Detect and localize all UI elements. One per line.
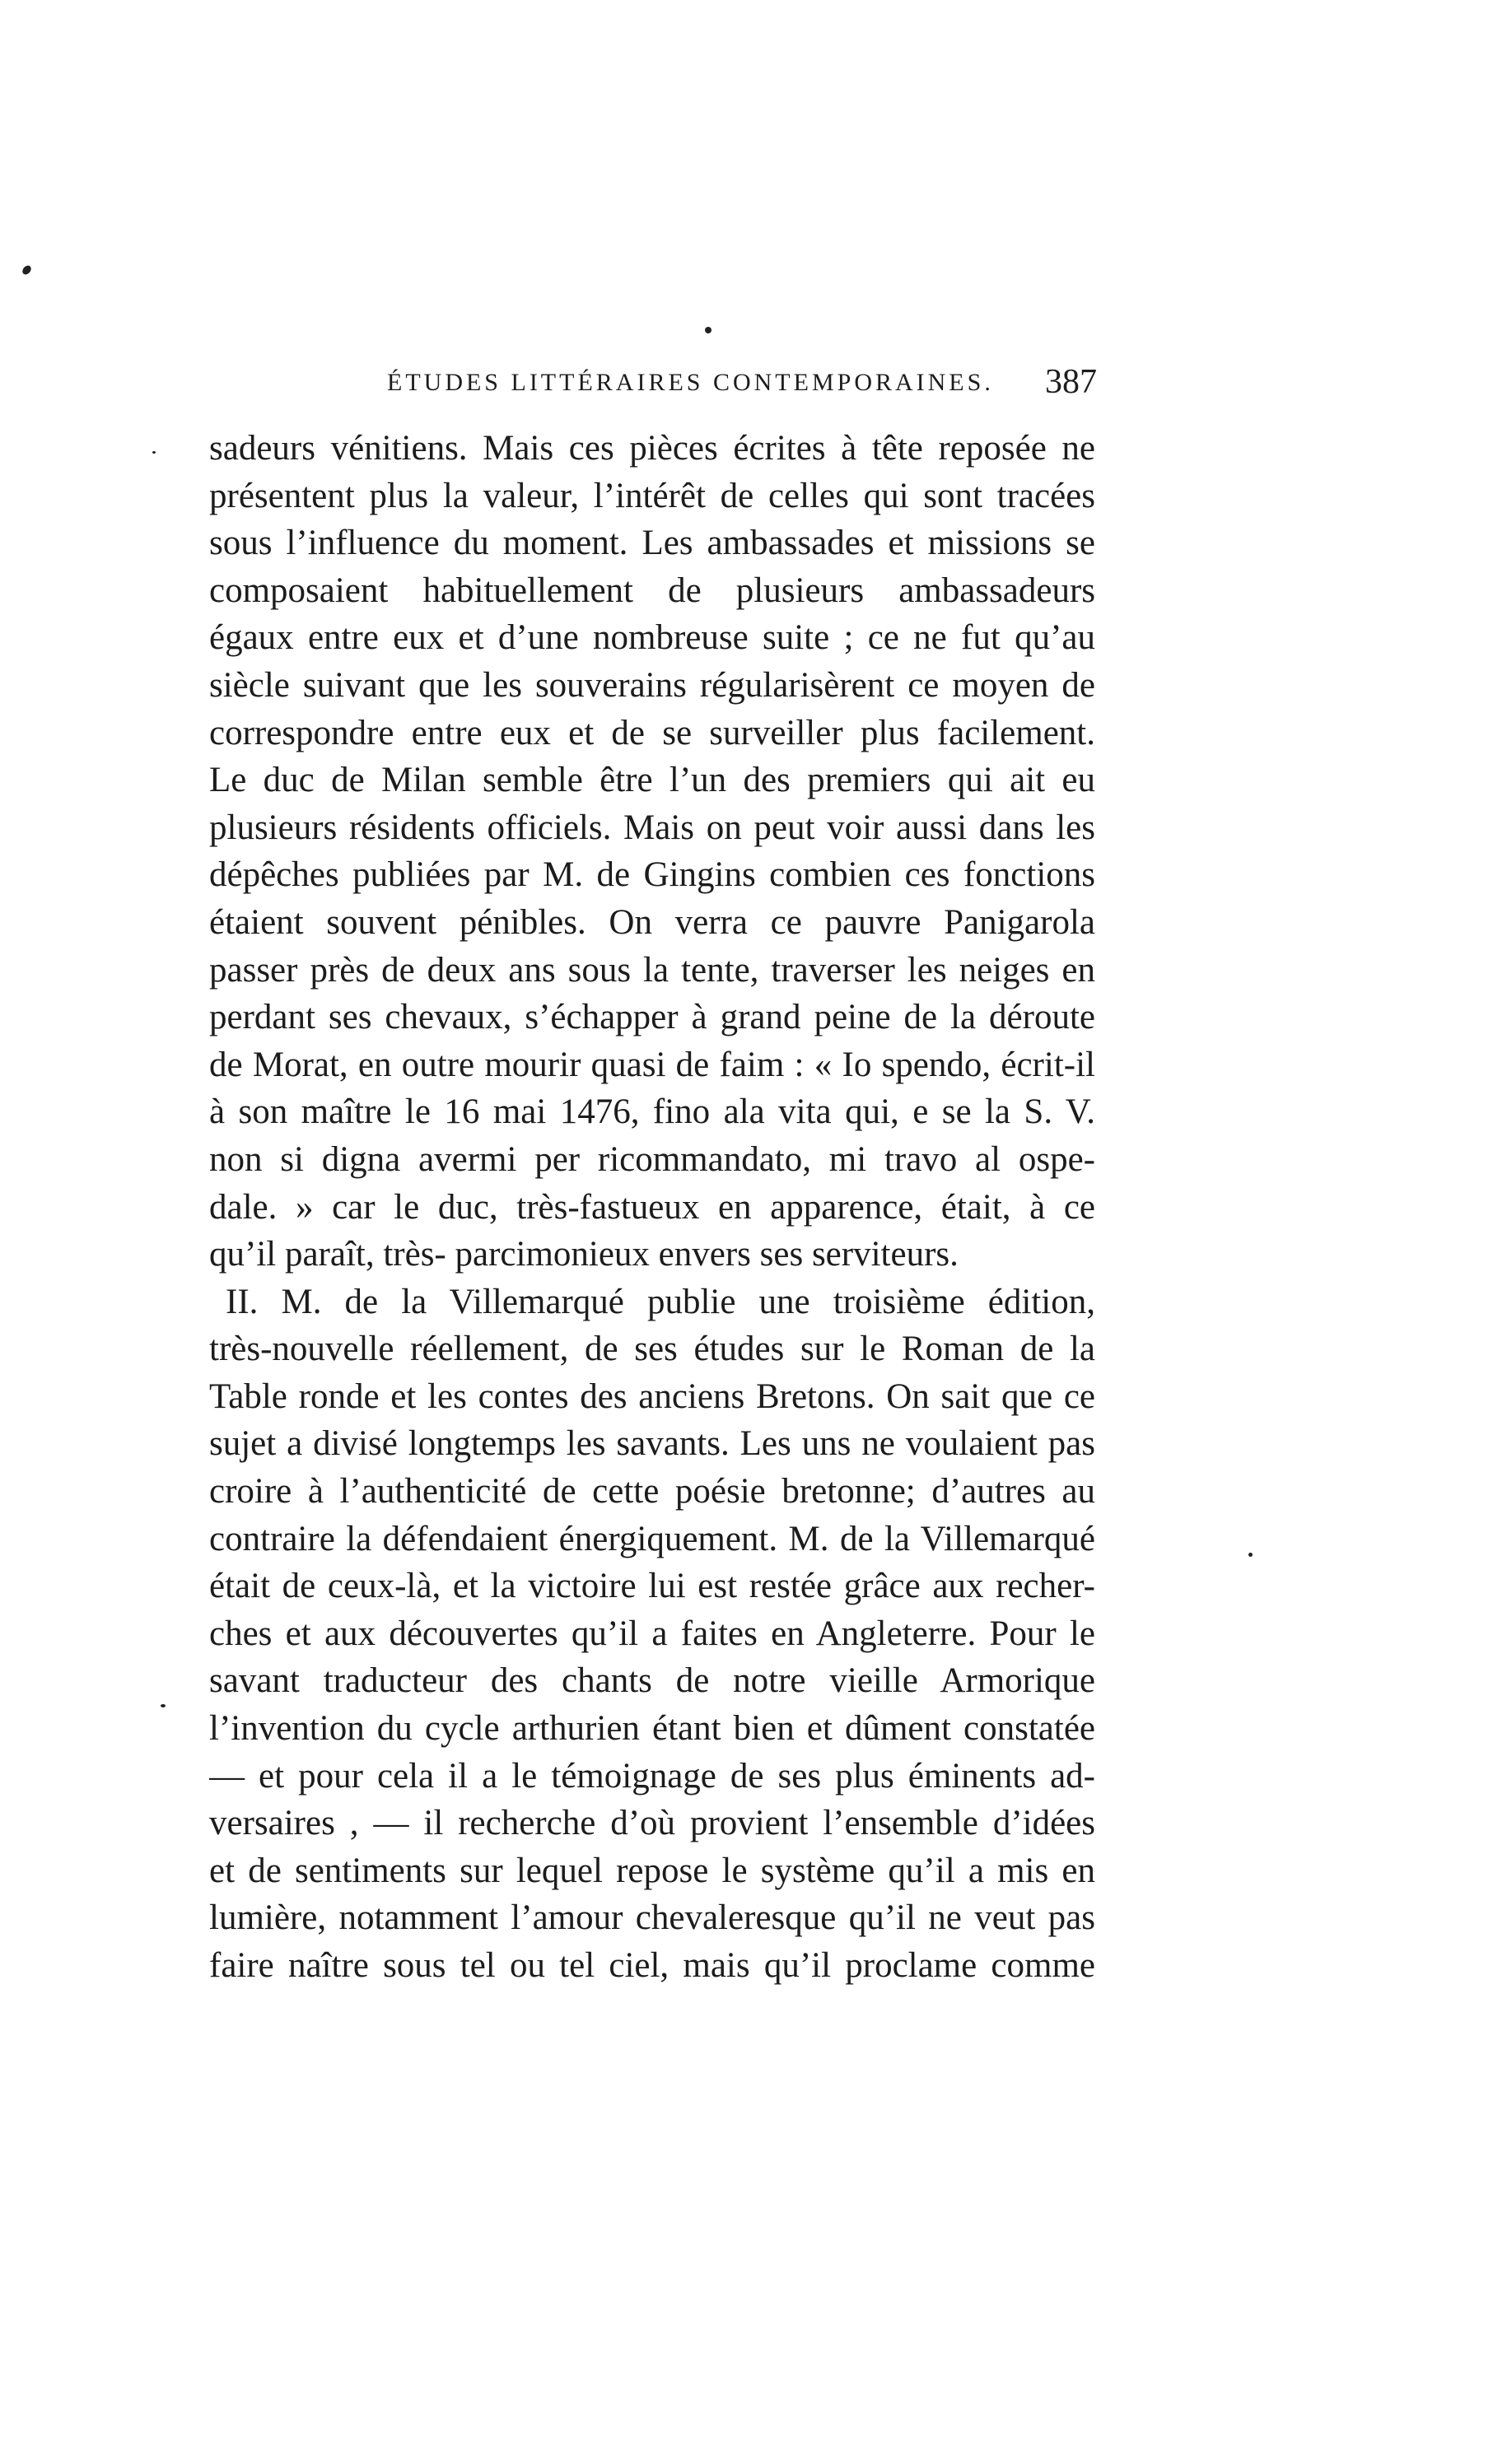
text-line: siècle suivant que les souverains régularisèrent ce moyen de xyxy=(209,665,1095,705)
text-line: sadeurs vénitiens. Mais ces pièces écrites à tête reposée ne xyxy=(209,429,1095,468)
text-line: perdant ses chevaux, s’échapper à grand peine de la déroute xyxy=(209,998,1095,1037)
body-text xyxy=(209,425,1095,1990)
text-line: dale. » car le duc, très-fastueux en apparence, était, à ce xyxy=(209,1187,1095,1227)
text-line: l’invention du cycle arthurien étant bien et dûment constatée xyxy=(209,1709,1095,1749)
text-line: contraire la défendaient énergiquement. M. de la Villemarqué xyxy=(209,1519,1095,1558)
text-line: versaires , — il recherche d’où provient l’ensemble d’idées xyxy=(209,1804,1095,1843)
ink-speck xyxy=(21,264,33,277)
text-line: de Morat, en outre mourir quasi de faim : « Io spendo, écrit-il xyxy=(209,1045,1095,1084)
text-line: composaient habituellement de plusieurs ambassadeurs xyxy=(209,571,1095,610)
text-line: croire à l’authenticité de cette poésie bretonne; d’autres au xyxy=(209,1472,1095,1511)
text-line: dépêches publiées par M. de Gingins combien ces fonctions xyxy=(209,855,1095,895)
text-line: très-nouvelle réellement, de ses études sur le Roman de la xyxy=(209,1330,1095,1369)
text-line: ches et aux découvertes qu’il a faites en Angleterre. Pour le xyxy=(209,1614,1095,1653)
page-number: 387 xyxy=(1045,363,1097,401)
text-line: passer près de deux ans sous la tente, traverser les neiges en xyxy=(209,950,1095,990)
text-line: sous l’influence du moment. Les ambassades et missions se xyxy=(209,524,1095,563)
text-line: plusieurs résidents officiels. Mais on peut voir aussi dans les xyxy=(209,808,1095,847)
text-line: étaient souvent pénibles. On verra ce pauvre Panigarola xyxy=(209,902,1095,942)
running-title: ÉTUDES LITTÉRAIRES CONTEMPORAINES. xyxy=(387,369,994,396)
text-line: était de ceux-là, et la victoire lui est restée grâce aux recher- xyxy=(209,1567,1095,1606)
text-line: présentent plus la valeur, l’intérêt de celles qui sont tracées xyxy=(209,476,1095,515)
text-line: sujet a divisé longtemps les savants. Les uns ne voulaient pas xyxy=(209,1424,1095,1464)
ink-speck xyxy=(705,327,712,333)
text-line: égaux entre eux et d’une nombreuse suite ; ce ne fut qu’au xyxy=(209,618,1095,658)
text-line: II. M. de la Villemarqué publie une troisième édition, xyxy=(226,1282,1095,1321)
ink-speck xyxy=(161,1704,166,1707)
text-line: correspondre entre eux et de se surveiller plus facilement. xyxy=(209,713,1095,752)
running-header xyxy=(209,362,1097,408)
text-line: Le duc de Milan semble être l’un des premiers qui ait eu xyxy=(209,761,1095,800)
text-line: faire naître sous tel ou tel ciel, mais qu’il proclame comme xyxy=(209,1946,1095,1985)
text-line: — et pour cela il a le témoignage de ses plus éminents ad- xyxy=(209,1756,1095,1796)
text-line: lumière, notamment l’amour chevaleresque qu’il ne veut pas xyxy=(209,1898,1095,1938)
text-line: qu’il paraît, très- parcimonieux envers ses serviteurs. xyxy=(209,1235,959,1274)
text-line: savant traducteur des chants de notre vieille Armorique xyxy=(209,1661,1095,1701)
ink-speck xyxy=(152,451,156,454)
text-line: non si digna avermi per ricommandato, mi travo al ospe- xyxy=(209,1139,1095,1179)
text-line: à son maître le 16 mai 1476, fino ala vita qui, e se la S. V. xyxy=(209,1092,1095,1132)
ink-speck xyxy=(1248,1553,1253,1557)
text-line: et de sentiments sur lequel repose le système qu’il a mis en xyxy=(209,1851,1095,1890)
text-line: Table ronde et les contes des anciens Bretons. On sait que ce xyxy=(209,1376,1095,1416)
